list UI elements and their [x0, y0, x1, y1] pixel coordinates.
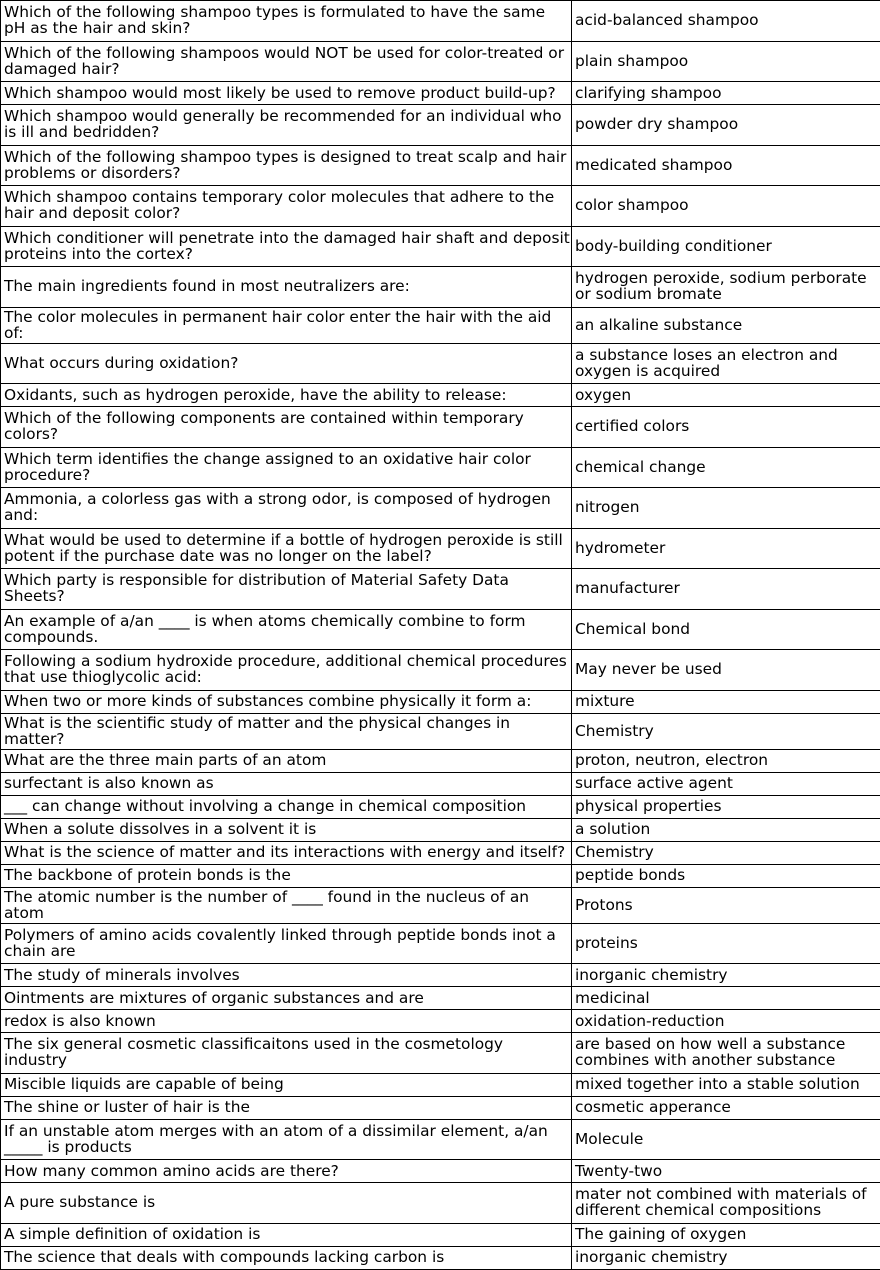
answer-cell: Twenty-two	[572, 1160, 880, 1183]
question-cell: Following a sodium hydroxide procedure, additional chemical procedures that use thioglycolic acid:	[1, 650, 572, 691]
question-cell: Which of the following shampoo types is designed to treat scalp and hair problems or disorders?	[1, 145, 572, 186]
answer-cell: a solution	[572, 818, 880, 841]
answer-cell: Chemistry	[572, 713, 880, 749]
question-cell: Which of the following shampoo types is formulated to have the same pH as the hair and skin?	[1, 1, 572, 42]
table-row	[1, 749, 880, 772]
answer-cell: body-building conditioner	[572, 226, 880, 267]
table-row	[1, 1246, 880, 1269]
table-row	[1, 841, 880, 864]
question-cell: The color molecules in permanent hair color enter the hair with the aid of:	[1, 307, 572, 343]
question-cell: ___ can change without involving a change in chemical composition	[1, 795, 572, 818]
answer-cell: are based on how well a substance combines with another substance	[572, 1033, 880, 1074]
answer-cell: chemical change	[572, 447, 880, 488]
table-row	[1, 1160, 880, 1183]
table-row	[1, 307, 880, 343]
table-row	[1, 923, 880, 964]
answer-cell: mixture	[572, 690, 880, 713]
answer-cell: peptide bonds	[572, 864, 880, 887]
table-row	[1, 343, 880, 384]
question-cell: When two or more kinds of substances combine physically it form a:	[1, 690, 572, 713]
table-row	[1, 609, 880, 650]
table-row	[1, 964, 880, 987]
question-cell: Ammonia, a colorless gas with a strong odor, is composed of hydrogen and:	[1, 488, 572, 529]
question-cell: Which shampoo would generally be recommended for an individual who is ill and bedridden?	[1, 105, 572, 146]
answer-cell: May never be used	[572, 650, 880, 691]
question-cell: The science that deals with compounds lacking carbon is	[1, 1246, 572, 1269]
table-row	[1, 713, 880, 749]
table-row	[1, 1, 880, 42]
question-cell: Miscible liquids are capable of being	[1, 1073, 572, 1096]
table-row	[1, 1119, 880, 1160]
answer-cell: proton, neutron, electron	[572, 749, 880, 772]
table-row	[1, 267, 880, 308]
table-row	[1, 407, 880, 448]
answer-cell: mixed together into a stable solution	[572, 1073, 880, 1096]
table-row	[1, 1010, 880, 1033]
table-row	[1, 772, 880, 795]
question-cell: If an unstable atom merges with an atom of a dissimilar element, a/an _____ is products	[1, 1119, 572, 1160]
table-row	[1, 987, 880, 1010]
table-row	[1, 1073, 880, 1096]
table-row	[1, 795, 880, 818]
answer-cell: inorganic chemistry	[572, 964, 880, 987]
table-body	[1, 1, 880, 1270]
question-cell: Which shampoo contains temporary color molecules that adhere to the hair and deposit color?	[1, 186, 572, 227]
answer-cell: Molecule	[572, 1119, 880, 1160]
answer-cell: Protons	[572, 887, 880, 923]
table-row	[1, 569, 880, 610]
answer-cell: clarifying shampoo	[572, 82, 880, 105]
question-cell: Which term identifies the change assigned to an oxidative hair color procedure?	[1, 447, 572, 488]
table-row	[1, 488, 880, 529]
table-row	[1, 528, 880, 569]
question-cell: What would be used to determine if a bottle of hydrogen peroxide is still potent if the purchase date was no longer on the label?	[1, 528, 572, 569]
question-cell: The backbone of protein bonds is the	[1, 864, 572, 887]
question-cell: An example of a/an ____ is when atoms chemically combine to form compounds.	[1, 609, 572, 650]
answer-cell: oxygen	[572, 384, 880, 407]
table-row	[1, 650, 880, 691]
table-row	[1, 41, 880, 82]
question-cell: Ointments are mixtures of organic substances and are	[1, 987, 572, 1010]
table-row	[1, 1183, 880, 1224]
question-cell: A pure substance is	[1, 1183, 572, 1224]
table-row	[1, 145, 880, 186]
question-cell: A simple definition of oxidation is	[1, 1223, 572, 1246]
question-cell: Which conditioner will penetrate into the damaged hair shaft and deposit proteins into the cortex?	[1, 226, 572, 267]
answer-cell: mater not combined with materials of different chemical compositions	[572, 1183, 880, 1224]
answer-cell: oxidation-reduction	[572, 1010, 880, 1033]
answer-cell: medicated shampoo	[572, 145, 880, 186]
answer-cell: The gaining of oxygen	[572, 1223, 880, 1246]
table-row	[1, 690, 880, 713]
question-cell: The study of minerals involves	[1, 964, 572, 987]
table-row	[1, 887, 880, 923]
question-cell: The six general cosmetic classificaitons used in the cosmetology industry	[1, 1033, 572, 1074]
answer-cell: powder dry shampoo	[572, 105, 880, 146]
answer-cell: nitrogen	[572, 488, 880, 529]
table-row	[1, 818, 880, 841]
table-row	[1, 82, 880, 105]
answer-cell: plain shampoo	[572, 41, 880, 82]
question-cell: Which of the following shampoos would NOT be used for color-treated or damaged hair?	[1, 41, 572, 82]
table-row	[1, 1223, 880, 1246]
question-cell: Oxidants, such as hydrogen peroxide, have the ability to release:	[1, 384, 572, 407]
question-cell: Which shampoo would most likely be used to remove product build-up?	[1, 82, 572, 105]
question-cell: The shine or luster of hair is the	[1, 1096, 572, 1119]
table-row	[1, 384, 880, 407]
answer-cell: cosmetic apperance	[572, 1096, 880, 1119]
question-cell: Polymers of amino acids covalently linked through peptide bonds inot a chain are	[1, 923, 572, 964]
question-cell: When a solute dissolves in a solvent it is	[1, 818, 572, 841]
question-cell: What occurs during oxidation?	[1, 343, 572, 384]
question-cell: What is the science of matter and its interactions with energy and itself?	[1, 841, 572, 864]
table-row	[1, 186, 880, 227]
table-row	[1, 1096, 880, 1119]
answer-cell: surface active agent	[572, 772, 880, 795]
table-row	[1, 105, 880, 146]
question-cell: Which party is responsible for distribution of Material Safety Data Sheets?	[1, 569, 572, 610]
table-row	[1, 226, 880, 267]
answer-cell: medicinal	[572, 987, 880, 1010]
question-cell: The atomic number is the number of ____ found in the nucleus of an atom	[1, 887, 572, 923]
answer-cell: Chemistry	[572, 841, 880, 864]
question-cell: redox is also known	[1, 1010, 572, 1033]
table-row	[1, 1033, 880, 1074]
answer-cell: a substance loses an electron and oxygen is acquired	[572, 343, 880, 384]
answer-cell: hydrometer	[572, 528, 880, 569]
answer-cell: hydrogen peroxide, sodium perborate or sodium bromate	[572, 267, 880, 308]
question-cell: How many common amino acids are there?	[1, 1160, 572, 1183]
answer-cell: certified colors	[572, 407, 880, 448]
question-cell: Which of the following components are contained within temporary colors?	[1, 407, 572, 448]
answer-cell: proteins	[572, 923, 880, 964]
answer-cell: an alkaline substance	[572, 307, 880, 343]
table-row	[1, 864, 880, 887]
answer-cell: color shampoo	[572, 186, 880, 227]
question-cell: What are the three main parts of an atom	[1, 749, 572, 772]
answer-cell: inorganic chemistry	[572, 1246, 880, 1269]
answer-cell: acid-balanced shampoo	[572, 1, 880, 42]
question-cell: surfectant is also known as	[1, 772, 572, 795]
table-row	[1, 447, 880, 488]
answer-cell: physical properties	[572, 795, 880, 818]
answer-cell: Chemical bond	[572, 609, 880, 650]
question-cell: What is the scientific study of matter and the physical changes in matter?	[1, 713, 572, 749]
answer-cell: manufacturer	[572, 569, 880, 610]
question-cell: The main ingredients found in most neutralizers are:	[1, 267, 572, 308]
